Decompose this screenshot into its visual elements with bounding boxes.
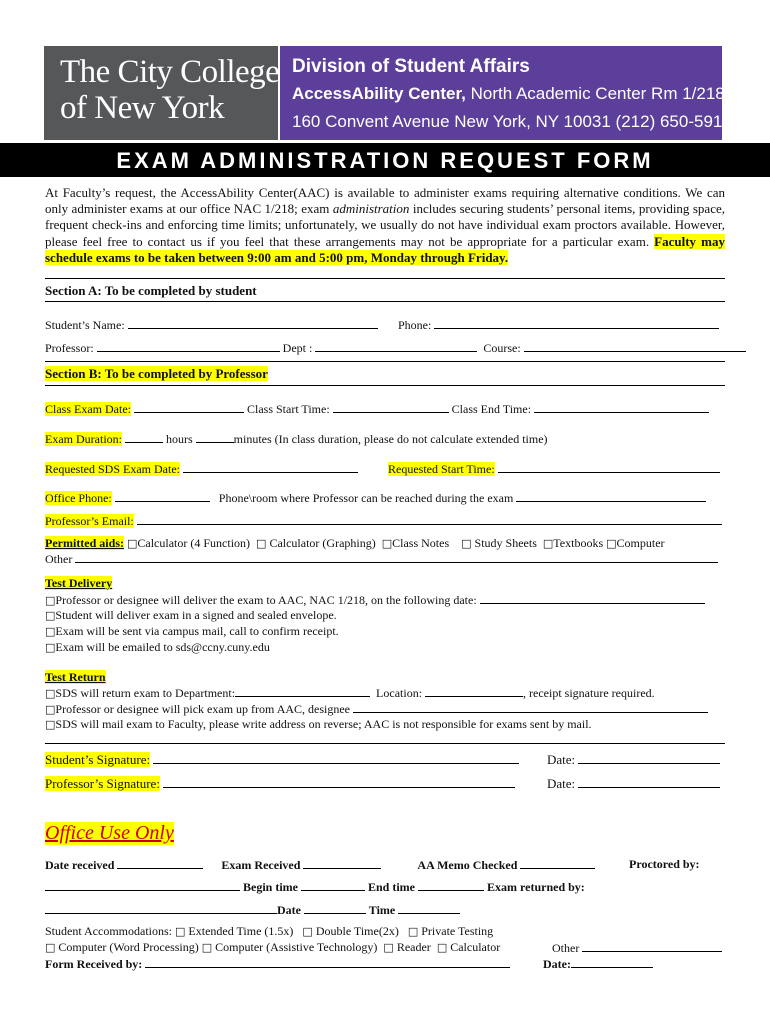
exam-returned-by-label: Exam returned by: (487, 880, 585, 894)
checkbox-icon[interactable]: □ (461, 537, 472, 550)
center-location: North Academic Center Rm 1/218 (465, 84, 725, 103)
aid-textbooks: Textbooks (553, 536, 604, 550)
checkbox-icon[interactable]: □ (383, 941, 394, 954)
form-received-date-field[interactable] (571, 956, 653, 968)
return-option-2-label: Professor or designee will pick exam up from AAC, designee (55, 702, 351, 716)
delivery-option-4-label: Exam will be emailed to sds@ccny.cuny.edu (55, 640, 270, 654)
phone-room-label: Phone\room where Professor can be reached during the exam (218, 491, 514, 505)
accommodation-calculator: Calculator (450, 940, 501, 954)
aid-study-sheets: Study Sheets (474, 536, 537, 550)
phone-room-field[interactable] (516, 490, 706, 502)
delivery-date-field[interactable] (480, 592, 705, 604)
form-received-date-label: Date: (543, 957, 571, 971)
return-designee-field[interactable] (353, 701, 708, 713)
center-line (292, 84, 725, 104)
class-exam-date-field[interactable] (134, 401, 244, 413)
dept-label: Dept : (282, 341, 313, 355)
student-name-field[interactable] (128, 317, 378, 329)
class-exam-row (45, 401, 709, 417)
checkbox-icon[interactable]: □ (542, 537, 554, 550)
permitted-aids-row (45, 536, 665, 551)
checkbox-icon[interactable]: □ (302, 925, 313, 938)
accommodation-computer-wp: Computer (Word Processing) (58, 940, 199, 954)
section-b-heading (45, 366, 268, 382)
test-return-heading (45, 670, 106, 685)
checkbox-icon[interactable]: □ (201, 941, 213, 954)
student-name-label: Student’s Name: (45, 318, 125, 332)
requested-sds-date-field[interactable] (183, 461, 358, 473)
section-b-heading-text: Section B: To be completed by Professor (45, 366, 268, 381)
return-location-label: Location: (376, 686, 423, 700)
phone-row (398, 317, 719, 333)
aid-class-notes: Class Notes (392, 536, 450, 550)
date-received-field[interactable] (117, 857, 203, 869)
exam-received-label: Exam Received (221, 858, 301, 872)
return-location-field[interactable] (425, 685, 523, 697)
checkbox-icon[interactable]: □ (606, 537, 617, 550)
proctor-name-field[interactable] (45, 879, 240, 891)
student-signature-row (45, 752, 519, 768)
class-exam-date-label: Class Exam Date: (45, 402, 131, 416)
section-b-bottom-rule (45, 385, 725, 386)
end-time-field[interactable] (418, 879, 484, 891)
date-received-label: Date received (45, 858, 115, 872)
delivery-option-3-label: Exam will be sent via campus mail, call to confirm receipt. (55, 624, 339, 638)
test-delivery-heading-text: Test Delivery (45, 576, 113, 590)
delivery-option-3 (45, 624, 339, 639)
professor-signature-label: Professor’s Signature: (45, 776, 160, 791)
professor-date-field[interactable] (578, 776, 720, 788)
office-phone-field[interactable] (115, 490, 210, 502)
form-received-by-field[interactable] (145, 956, 510, 968)
delivery-option-1 (45, 592, 705, 608)
phone-label: Phone: (398, 318, 432, 332)
office-row-3 (45, 902, 460, 918)
checkbox-icon[interactable]: □ (126, 537, 138, 550)
begin-time-label: Begin time (243, 880, 298, 894)
begin-time-field[interactable] (301, 879, 365, 891)
accommodation-private: Private Testing (421, 924, 494, 938)
office-phone-label: Office Phone: (45, 491, 112, 505)
class-start-time-field[interactable] (333, 401, 449, 413)
test-delivery-heading (45, 576, 112, 591)
exam-duration-label: Exam Duration: (45, 432, 122, 446)
checkbox-icon[interactable]: □ (175, 925, 186, 938)
intro-text: At Faculty’s request, the AccessAbility Center(AAC) is available to administer exams requiring alternative conditions. We can only administer exams at our office NAC 1/218; exam (45, 185, 725, 217)
student-accommodations-label: Student Accommodations: (45, 924, 172, 938)
student-signature-label: Student’s Signature: (45, 752, 151, 767)
accommodation-extended: Extended Time (1.5x) (188, 924, 294, 938)
accommodation-other-field[interactable] (582, 940, 722, 952)
office-date-label: Date (277, 903, 301, 917)
office-time-label: Time (368, 903, 396, 917)
professor-signature-row (45, 776, 515, 792)
checkbox-icon[interactable]: □ (407, 925, 419, 938)
dept-field[interactable] (315, 340, 477, 352)
delivery-option-2-label: Student will deliver exam in a signed and sealed envelope. (55, 608, 337, 622)
section-a-heading: Section A: To be completed by student (45, 283, 257, 298)
intro-italic: administration (332, 201, 410, 217)
section-a-bottom-rule (45, 301, 725, 302)
course-label: Course: (483, 341, 521, 355)
other-aids-field[interactable] (75, 551, 718, 563)
checkbox-icon[interactable]: □ (436, 941, 448, 954)
intro-text-2: includes securing students’ personal items, providing space, frequent check-ins and enforcing time limits; unfortunately, we usually do not have individual exam proctors available. However, please feel free to contact us if you feel that these arrangements may not be appropriate for a particular exam. (45, 201, 725, 249)
form-title: EXAM ADMINISTRATION REQUEST FORM (0, 143, 770, 177)
checkbox-icon[interactable]: □ (381, 537, 393, 550)
exam-received-field[interactable] (303, 857, 381, 869)
proctored-by-label: Proctored by: (629, 857, 700, 871)
requested-sds-date-label: Requested SDS Exam Date: (45, 462, 180, 476)
checkbox-icon[interactable]: □ (45, 687, 56, 700)
section-b-top-rule (45, 361, 725, 362)
professor-email-label: Professor’s Email: (45, 514, 134, 528)
class-start-time-label: Class Start Time: (246, 402, 330, 416)
aa-memo-label: AA Memo Checked (417, 858, 518, 872)
return-department-field[interactable] (235, 685, 370, 697)
return-option-3-label: SDS will mail exam to Faculty, please write address on reverse; AAC is not responsible for exams sent by mail. (55, 717, 592, 731)
exam-hours-field[interactable] (125, 431, 163, 443)
return-option-2 (45, 701, 708, 717)
office-time-field[interactable] (398, 902, 460, 914)
return-option-1 (45, 685, 655, 701)
delivery-option-2 (45, 608, 337, 623)
intro-highlight: Faculty may schedule exams to be taken between 9:00 am and 5:00 pm, Monday through Friday. (45, 233, 725, 265)
hours-label: hours (165, 432, 193, 446)
student-date-label: Date: (547, 752, 576, 767)
checkbox-icon[interactable]: □ (45, 641, 56, 654)
class-end-time-label: Class End Time: (451, 402, 532, 416)
professor-row (45, 340, 746, 356)
requested-start-time-label: Requested Start Time: (388, 462, 495, 476)
course-field[interactable] (524, 340, 746, 352)
accommodation-computer-at: Computer (Assistive Technology) (215, 940, 378, 954)
address-line: 160 Convent Avenue New York, NY 10031 (212) 650-5913 (292, 112, 732, 131)
professor-email-row (45, 513, 722, 529)
checkbox-icon[interactable]: □ (45, 703, 56, 716)
professor-label: Professor: (45, 341, 94, 355)
return-option-1-end: , receipt signature required. (523, 686, 655, 700)
checkbox-icon[interactable]: □ (45, 594, 56, 607)
checkbox-icon[interactable]: □ (256, 537, 267, 550)
office-phone-row (45, 490, 706, 506)
professor-date-row (547, 776, 720, 792)
exam-duration-row (45, 431, 548, 447)
logo-line-2: of New York (60, 90, 225, 126)
minutes-note: minutes (In class duration, please do not calculate extended time) (233, 432, 548, 446)
phone-field[interactable] (434, 317, 719, 329)
student-signature-field[interactable] (153, 752, 519, 764)
end-time-label: End time (368, 880, 416, 894)
return-option-1-label: SDS will return exam to Department: (55, 686, 236, 700)
accommodation-reader: Reader (396, 940, 431, 954)
return-option-3 (45, 717, 592, 732)
test-return-heading-text: Test Return (45, 670, 106, 684)
aid-calc-4fn: Calculator (4 Function) (137, 536, 251, 550)
delivery-option-4 (45, 640, 270, 655)
signature-top-rule (45, 743, 725, 744)
student-date-row (547, 752, 720, 768)
checkbox-icon[interactable]: □ (45, 941, 56, 954)
aid-computer: Computer (616, 536, 665, 550)
form-received-row (45, 956, 510, 972)
requested-start-time-field[interactable] (498, 461, 720, 473)
accommodation-other-row (552, 940, 722, 956)
professor-date-label: Date: (547, 776, 576, 791)
accommodation-other-label: Other (552, 941, 580, 955)
aid-calc-graphing: Calculator (Graphing) (269, 536, 376, 550)
returned-by-field[interactable] (45, 902, 277, 914)
intro-paragraph (45, 185, 725, 266)
delivery-option-1-label: Professor or designee will deliver the exam to AAC, NAC 1/218, on the following date: (55, 593, 477, 607)
requested-date-row (45, 461, 358, 477)
checkbox-icon[interactable]: □ (45, 625, 56, 638)
office-use-heading: Office Use Only (45, 822, 174, 844)
other-aids-label: Other (45, 552, 73, 566)
student-name-row (45, 317, 378, 333)
form-received-date-row (543, 956, 653, 972)
aa-memo-field[interactable] (520, 857, 595, 869)
section-a-top-rule (45, 278, 725, 279)
professor-signature-field[interactable] (163, 776, 515, 788)
form-received-by-label: Form Received by: (45, 957, 143, 971)
requested-start-row (388, 461, 720, 477)
office-row-1 (45, 857, 595, 873)
class-end-time-field[interactable] (534, 401, 709, 413)
accommodations-row-2 (45, 940, 500, 955)
office-date-field[interactable] (304, 902, 366, 914)
exam-minutes-field[interactable] (196, 431, 234, 443)
professor-field[interactable] (97, 340, 280, 352)
professor-email-field[interactable] (137, 513, 722, 525)
division-panel (280, 46, 732, 140)
student-date-field[interactable] (578, 752, 720, 764)
division-title: Division of Student Affairs (292, 56, 530, 77)
accommodations-row-1 (45, 924, 493, 939)
permitted-aids-label: Permitted aids: (45, 536, 124, 550)
logo-line-1: The City College (60, 54, 280, 90)
college-logo (60, 54, 279, 126)
center-name: AccessAbility Center, (292, 84, 466, 103)
checkbox-icon[interactable]: □ (45, 718, 56, 731)
accommodation-double: Double Time(2x) (315, 924, 399, 938)
office-row-2 (45, 879, 585, 895)
other-aids-row (45, 551, 718, 567)
checkbox-icon[interactable]: □ (45, 609, 56, 622)
